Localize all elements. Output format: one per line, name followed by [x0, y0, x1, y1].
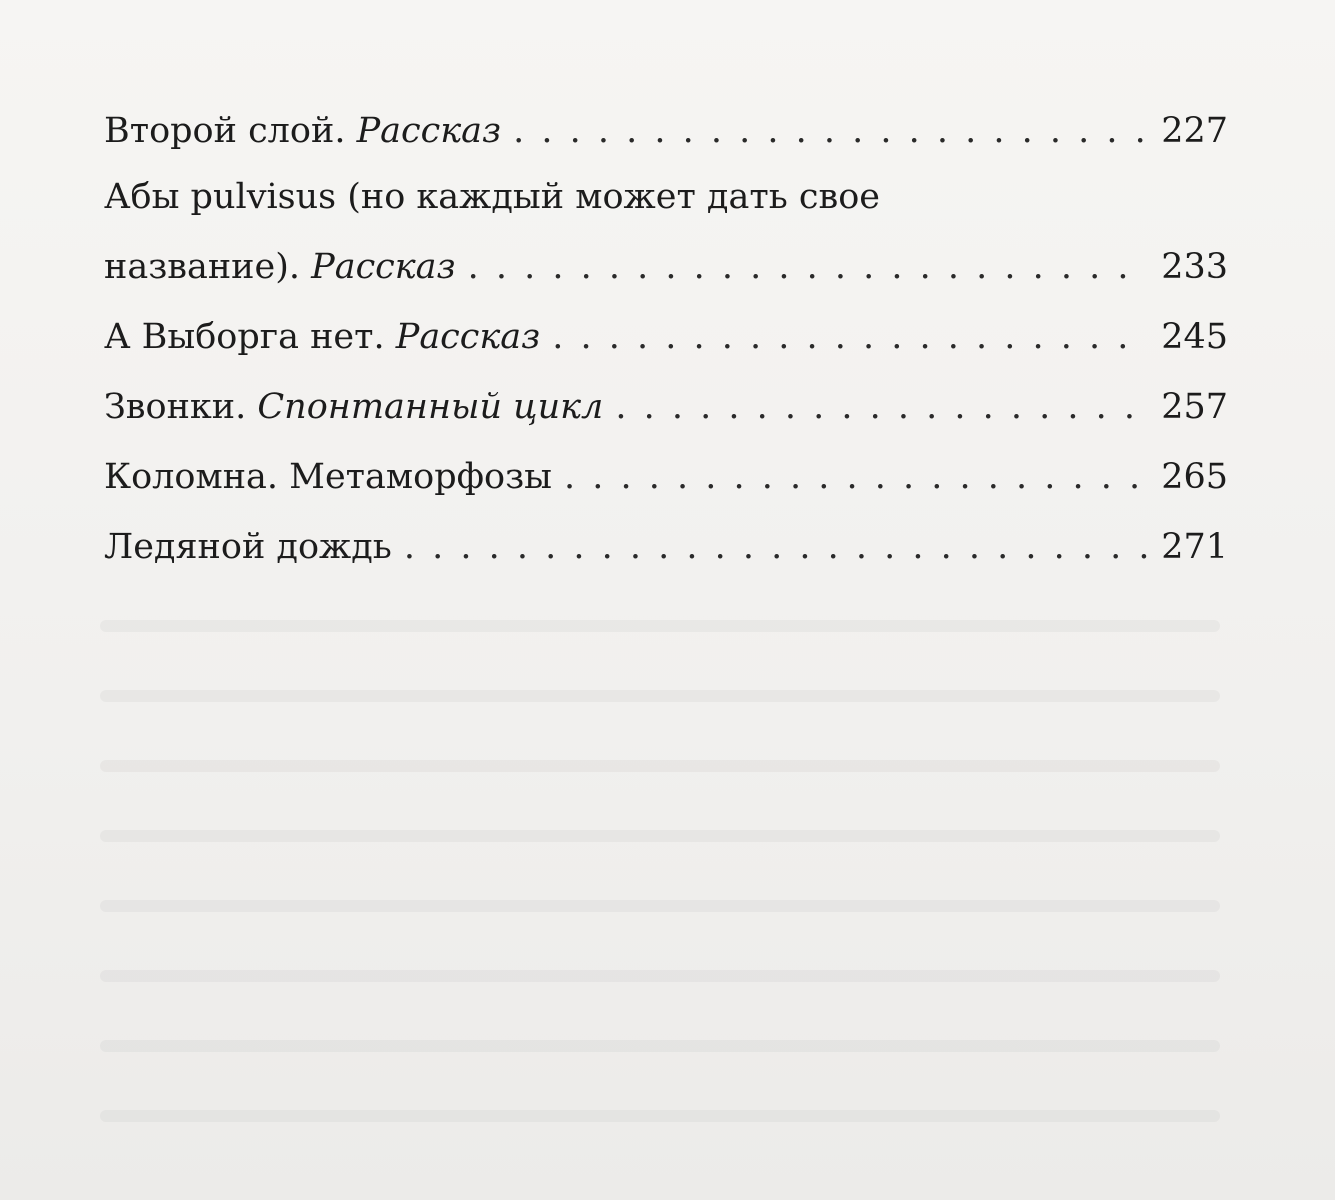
toc-entry [104, 302, 1228, 372]
toc-entry-title [104, 100, 501, 162]
toc-entry-page-number: 245 [1161, 317, 1228, 357]
toc-entry-page-number: 265 [1161, 457, 1228, 497]
dot-leader [564, 442, 1147, 512]
dot-leader [404, 512, 1147, 582]
table-of-contents [104, 100, 1228, 582]
show-through-band [100, 1040, 1220, 1052]
toc-entry [104, 442, 1228, 512]
show-through-band [100, 830, 1220, 842]
toc-entry-title-text: название). [104, 247, 301, 287]
toc-entry-title-text: Второй слой. [104, 111, 346, 151]
toc-entry-title: Коломна. Метаморфозы [104, 457, 553, 497]
toc-entry-wrap-line [104, 162, 1228, 232]
toc-entry-title-line1: Абы pulvisus (но каждый может дать свое [104, 177, 880, 217]
dot-leader [615, 372, 1147, 442]
show-through-band [100, 690, 1220, 702]
toc-entry-genre: Рассказ [356, 111, 502, 151]
toc-entry-page-number: 233 [1161, 247, 1228, 287]
show-through-band [100, 620, 1220, 632]
toc-entry [104, 100, 1228, 162]
toc-entry-title [104, 372, 603, 442]
dot-leader [513, 100, 1147, 162]
toc-entry-page-number: 257 [1161, 387, 1228, 427]
show-through-band [100, 760, 1220, 772]
toc-entry-title-text: Звонки. [104, 387, 247, 427]
show-through-band [100, 970, 1220, 982]
toc-entry-title: Ледяной дождь [104, 527, 392, 567]
toc-entry-page-number: 271 [1161, 527, 1228, 567]
toc-entry-title [104, 302, 540, 372]
toc-entry-title-text: А Выборга нет. [104, 317, 385, 357]
toc-entry-page-number: 227 [1161, 111, 1228, 151]
dot-leader [552, 302, 1147, 372]
show-through-band [100, 1110, 1220, 1122]
toc-entry [104, 512, 1228, 582]
toc-entry-genre: Спонтанный цикл [257, 387, 604, 427]
dot-leader [468, 232, 1148, 302]
show-through-band [100, 900, 1220, 912]
toc-entry-genre: Рассказ [311, 247, 456, 287]
toc-entry-title [104, 232, 456, 302]
toc-entry [104, 372, 1228, 442]
toc-entry [104, 162, 1228, 302]
toc-entry-genre: Рассказ [395, 317, 541, 357]
